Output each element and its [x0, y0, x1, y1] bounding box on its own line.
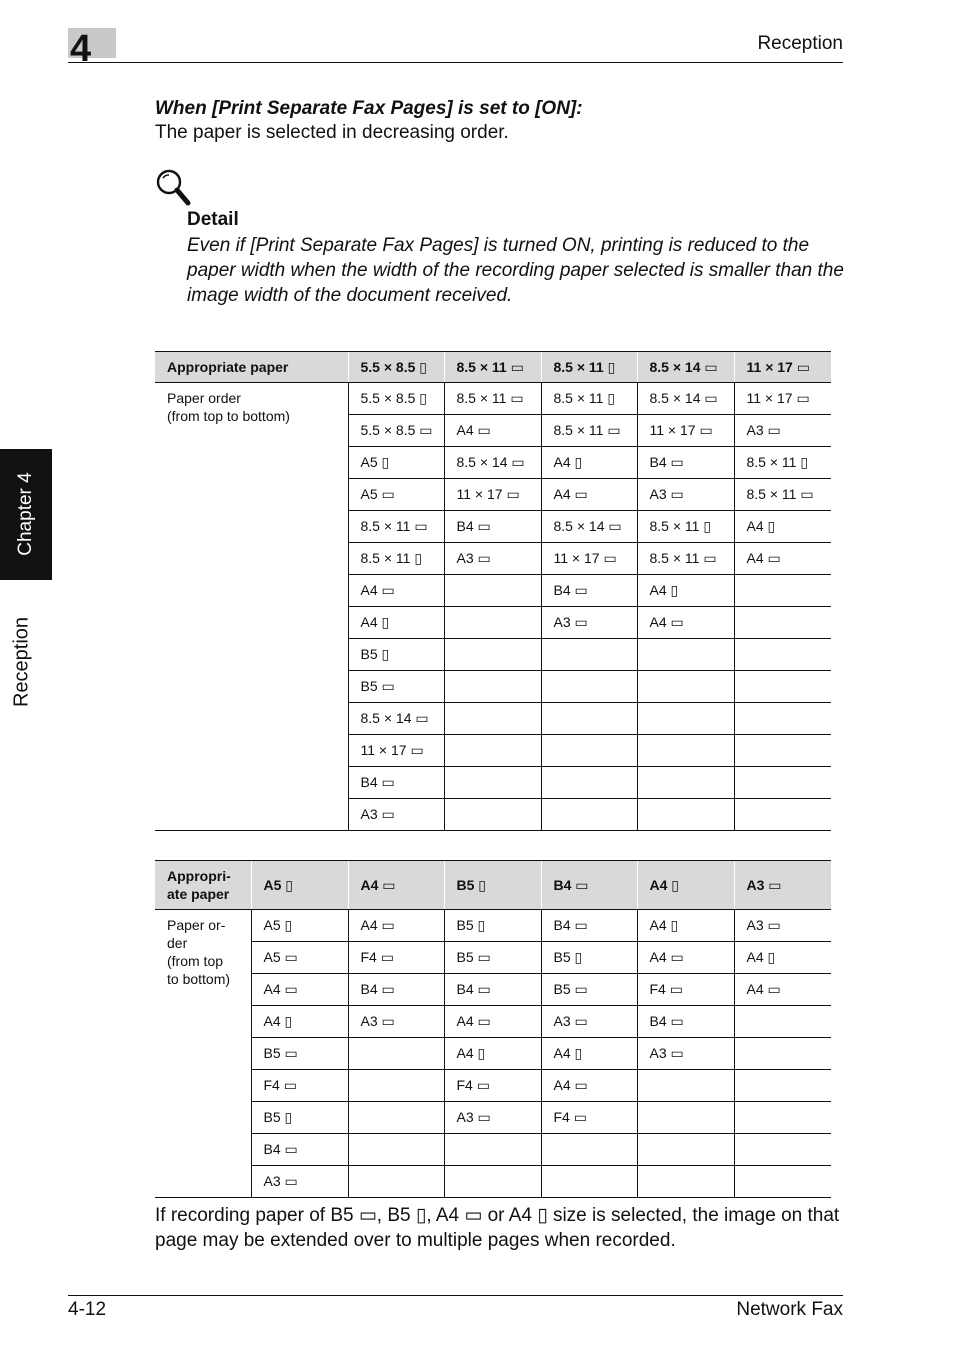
table-cell: B5 ▯ — [444, 910, 541, 942]
table-cell — [348, 1102, 444, 1134]
table-cell — [734, 671, 831, 703]
table-cell — [541, 735, 637, 767]
table-cell — [637, 735, 734, 767]
table-cell — [734, 1070, 831, 1102]
table-cell: B4 ▭ — [541, 910, 637, 942]
table-cell: 8.5 × 11 ▯ — [348, 543, 444, 575]
table-cell: B4 ▭ — [348, 767, 444, 799]
table-cell: F4 ▭ — [541, 1102, 637, 1134]
table-row — [155, 1070, 831, 1102]
table-cell: 8.5 × 11 ▯ — [734, 447, 831, 479]
table-cell: B4 ▭ — [541, 575, 637, 607]
table-cell: B4 ▭ — [348, 974, 444, 1006]
table-cell: A3 ▭ — [348, 1006, 444, 1038]
table-cell — [348, 1038, 444, 1070]
table-cell: A4 ▯ — [637, 575, 734, 607]
table-header-cell: A3 ▭ — [734, 861, 831, 910]
page-number: 4-12 — [68, 1299, 107, 1320]
section-heading: When [Print Separate Fax Pages] is set to [ON]: — [155, 98, 583, 119]
table-cell: B5 ▭ — [541, 974, 637, 1006]
table-cell — [541, 1166, 637, 1198]
table-cell: 11 × 17 ▭ — [734, 383, 831, 415]
table-cell: A5 ▭ — [348, 479, 444, 511]
table-cell: B5 ▭ — [444, 942, 541, 974]
table-cell — [734, 575, 831, 607]
table-cell — [444, 575, 541, 607]
table-cell: A5 ▯ — [348, 447, 444, 479]
table-row — [155, 1102, 831, 1134]
table-cell: A3 ▭ — [444, 1102, 541, 1134]
table-cell: A4 ▯ — [348, 607, 444, 639]
table-header-cell: A4 ▯ — [637, 861, 734, 910]
table-cell — [637, 767, 734, 799]
table-cell: F4 ▭ — [637, 974, 734, 1006]
table-header-cell: 8.5 × 11 ▭ — [444, 352, 541, 383]
header-divider — [68, 62, 843, 63]
table-cell — [637, 1070, 734, 1102]
table-header-cell: A5 ▯ — [251, 861, 348, 910]
table-cell: 8.5 × 14 ▭ — [348, 703, 444, 735]
table-cell: A4 ▯ — [541, 1038, 637, 1070]
table-cell: A4 ▭ — [541, 1070, 637, 1102]
table-cell — [734, 1166, 831, 1198]
table-cell: 5.5 × 8.5 ▯ — [348, 383, 444, 415]
table-cell: A3 ▭ — [541, 607, 637, 639]
table-cell — [444, 703, 541, 735]
table-cell: F4 ▭ — [251, 1070, 348, 1102]
paper-order-table-inch — [155, 351, 831, 831]
table-cell: 8.5 × 11 ▯ — [541, 383, 637, 415]
magnifier-icon — [155, 168, 191, 206]
table-row — [155, 1166, 831, 1198]
table-row — [155, 1038, 831, 1070]
table-header-label: Appropri- ate paper — [155, 861, 251, 910]
table-cell: F4 ▭ — [348, 942, 444, 974]
table-cell: 8.5 × 14 ▭ — [444, 447, 541, 479]
table-cell: 8.5 × 11 ▭ — [348, 511, 444, 543]
table-cell — [734, 1038, 831, 1070]
bottom-note: If recording paper of B5 ▭, B5 ▯, A4 ▭ or A4 ▯ size is selected, the image on that page may be extended over to multiple pages when recorded. — [155, 1205, 840, 1251]
table-cell — [637, 1102, 734, 1134]
table-cell: A4 ▯ — [637, 910, 734, 942]
table-cell: B4 ▭ — [637, 1006, 734, 1038]
table-cell: A5 ▭ — [251, 942, 348, 974]
table-cell — [734, 735, 831, 767]
table-cell: A4 ▭ — [637, 942, 734, 974]
table-cell: 11 × 17 ▭ — [541, 543, 637, 575]
table-cell: A3 ▭ — [734, 415, 831, 447]
table-cell — [541, 671, 637, 703]
table-cell: 8.5 × 11 ▭ — [444, 383, 541, 415]
table-cell: A4 ▯ — [734, 511, 831, 543]
table-cell: A4 ▭ — [251, 974, 348, 1006]
table-cell — [348, 1134, 444, 1166]
table-header-cell: 11 × 17 ▭ — [734, 352, 831, 383]
table-cell: 11 × 17 ▭ — [637, 415, 734, 447]
table-row — [155, 942, 831, 974]
table-cell: A4 ▭ — [444, 415, 541, 447]
table-cell: 8.5 × 11 ▭ — [637, 543, 734, 575]
table-cell: B5 ▯ — [251, 1102, 348, 1134]
header-title: Reception — [757, 33, 843, 54]
table-header-cell: A4 ▭ — [348, 861, 444, 910]
table-cell: A3 ▭ — [251, 1166, 348, 1198]
table-header-cell: 8.5 × 11 ▯ — [541, 352, 637, 383]
table-cell: B4 ▭ — [637, 447, 734, 479]
table-cell — [444, 639, 541, 671]
table-cell: A5 ▯ — [251, 910, 348, 942]
table-row — [155, 383, 831, 415]
table-cell: A4 ▯ — [541, 447, 637, 479]
chapter-side-tab-label: Chapter 4 — [15, 472, 36, 556]
table-cell — [734, 639, 831, 671]
table-cell — [444, 1166, 541, 1198]
table-row — [155, 974, 831, 1006]
table-cell — [348, 1166, 444, 1198]
table-cell — [348, 1070, 444, 1102]
table-cell — [444, 735, 541, 767]
table-cell — [637, 799, 734, 831]
table-cell — [541, 799, 637, 831]
table-cell: B5 ▭ — [251, 1038, 348, 1070]
table-row — [155, 1134, 831, 1166]
table-row — [155, 1006, 831, 1038]
table-cell — [734, 799, 831, 831]
footer-divider — [68, 1295, 843, 1296]
table-cell: B5 ▯ — [348, 639, 444, 671]
table-cell: A4 ▭ — [734, 543, 831, 575]
table-cell — [541, 703, 637, 735]
table-cell: B5 ▯ — [541, 942, 637, 974]
table-cell: A4 ▭ — [348, 910, 444, 942]
table-cell: F4 ▭ — [444, 1070, 541, 1102]
table-cell: 8.5 × 14 ▭ — [637, 383, 734, 415]
table-cell: A4 ▯ — [251, 1006, 348, 1038]
table-cell — [734, 1006, 831, 1038]
table-cell — [734, 703, 831, 735]
table-cell — [444, 1134, 541, 1166]
table-cell: A4 ▭ — [734, 974, 831, 1006]
table-cell: 8.5 × 14 ▭ — [541, 511, 637, 543]
chapter-number: 4 — [70, 28, 92, 70]
table-cell — [734, 607, 831, 639]
table-header-label: Appropriate paper — [155, 352, 348, 383]
table-header-cell: 5.5 × 8.5 ▯ — [348, 352, 444, 383]
table-cell — [541, 1134, 637, 1166]
section-side-label: Reception — [10, 616, 33, 708]
table-cell: B4 ▭ — [444, 511, 541, 543]
table-cell: A4 ▭ — [444, 1006, 541, 1038]
table-cell: A3 ▭ — [734, 910, 831, 942]
section-text: The paper is selected in decreasing order. — [155, 122, 509, 143]
table-cell: A4 ▭ — [637, 607, 734, 639]
table-cell — [637, 1166, 734, 1198]
table-cell — [444, 799, 541, 831]
table-cell: A4 ▭ — [541, 479, 637, 511]
row-group-label: Paper or- der (from top to bottom) — [155, 910, 251, 1198]
footer-title: Network Fax — [736, 1299, 843, 1320]
table-cell: 8.5 × 11 ▭ — [734, 479, 831, 511]
table-cell — [444, 671, 541, 703]
table-cell: A3 ▭ — [541, 1006, 637, 1038]
table-cell: A4 ▯ — [734, 942, 831, 974]
table-cell — [541, 767, 637, 799]
row-group-label: Paper order (from top to bottom) — [155, 383, 348, 831]
table-cell: 11 × 17 ▭ — [444, 479, 541, 511]
table-cell — [637, 639, 734, 671]
table-cell: B5 ▭ — [348, 671, 444, 703]
table-cell: A3 ▭ — [637, 1038, 734, 1070]
table-cell: B4 ▭ — [251, 1134, 348, 1166]
table-cell — [541, 639, 637, 671]
paper-order-table-metric — [155, 860, 831, 1198]
table-cell: B4 ▭ — [444, 974, 541, 1006]
table-cell — [637, 671, 734, 703]
table-header-cell: 8.5 × 14 ▭ — [637, 352, 734, 383]
table-cell — [734, 1134, 831, 1166]
table-cell: A4 ▭ — [348, 575, 444, 607]
table-cell — [444, 607, 541, 639]
table-cell: A3 ▭ — [637, 479, 734, 511]
table-cell: 5.5 × 8.5 ▭ — [348, 415, 444, 447]
table-cell: A4 ▯ — [444, 1038, 541, 1070]
table-cell — [734, 1102, 831, 1134]
table-cell: A3 ▭ — [348, 799, 444, 831]
table-cell: 11 × 17 ▭ — [348, 735, 444, 767]
detail-text: Even if [Print Separate Fax Pages] is turned ON, printing is reduced to the paper width when the width of the recording paper selected is smaller than the image width of the document received. — [187, 235, 844, 306]
table-header-cell: B4 ▭ — [541, 861, 637, 910]
table-cell: 8.5 × 11 ▭ — [541, 415, 637, 447]
table-row — [155, 910, 831, 942]
table-header-cell: B5 ▯ — [444, 861, 541, 910]
table-cell: 8.5 × 11 ▯ — [637, 511, 734, 543]
table-cell — [444, 767, 541, 799]
table-cell — [734, 767, 831, 799]
table-cell — [637, 703, 734, 735]
table-cell — [637, 1134, 734, 1166]
detail-label: Detail — [187, 209, 239, 230]
table-cell: A3 ▭ — [444, 543, 541, 575]
